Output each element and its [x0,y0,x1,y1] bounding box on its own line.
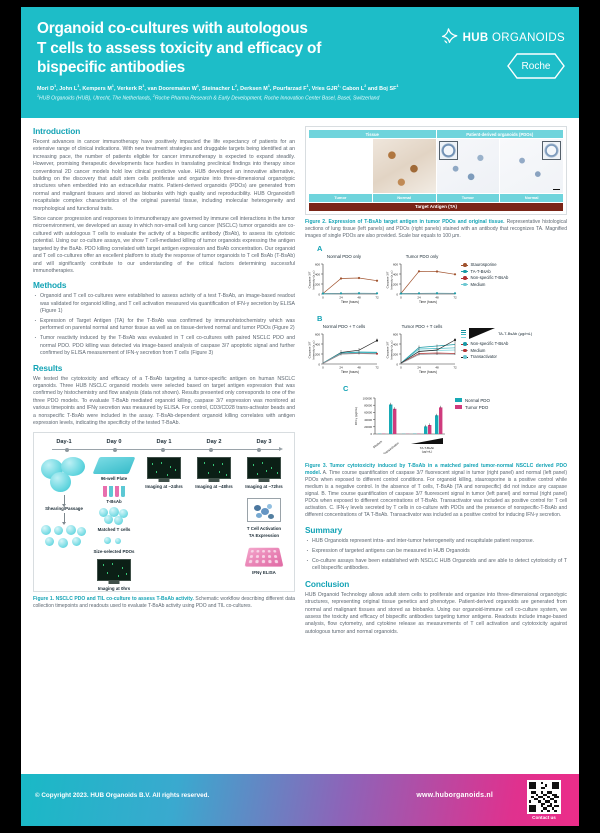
hub-logo-text [463,32,565,44]
svg-text:40000: 40000 [364,417,372,422]
figure-1-caption-title: Figure 1. NSCLC PDO and TIL co-culture to assess T-BsAb activity. [33,596,194,603]
svg-text:72: 72 [375,295,379,300]
roche-logo [507,53,565,79]
svg-text:80000: 80000 [364,403,372,408]
title-line-2: T cells to assess toxicity and efficacy of [37,39,322,57]
svg-text:48: 48 [357,365,361,370]
svg-text:Caspase 3/7: Caspase 3/7 [385,341,390,359]
methods-list [33,293,295,357]
legend-label-tumor-pdo: Tumor PDO [465,405,489,411]
chart-a-normal-title: Normal PDO only [326,254,362,260]
qr-code-grid [529,782,559,812]
svg-text:Time (hours): Time (hours) [341,300,359,305]
hub-logo-light: ORGANOIDS [492,31,565,44]
imaging-24-label: Imaging at ~24hrs [145,484,183,490]
svg-text:Caspase 3/7: Caspase 3/7 [307,271,312,289]
figure-1-panel [33,432,295,592]
poster-body [21,118,579,784]
svg-text:Time (hours): Time (hours) [419,300,437,305]
svg-text:Intensity (a.u.): Intensity (a.u.) [389,340,394,360]
legend-label-ta-tbsab: TA-T-BsAb [470,268,491,274]
96-well-plate-icon [93,457,136,474]
figure-3-panel-c-row [305,394,567,459]
size-selected-label: Size-selected PDOs [93,549,135,555]
legend-swatch-tumor-pdo [455,405,462,409]
svg-text:400: 400 [314,342,320,347]
plate-label: 96-well Plate [100,476,128,482]
imaging-0-label: Imaging at 0hrs [97,586,131,592]
day-label-0: Day-1 [56,439,72,446]
chart-b-legend [461,324,532,361]
workflow-day-2 [189,457,239,591]
chart-b-tumor-svg [383,330,461,376]
svg-text:48: 48 [357,295,361,300]
imaging-48-label: Imaging at ~48hrs [195,484,233,490]
right-column [305,126,567,784]
figure-1-caption-body: Schematic workflow describing different data collection timepoints and readouts used to evaluate T-BsAb activity using PDO and TIL co-cultures. [33,596,295,610]
figure-3-panel-a-row [305,254,567,311]
figure-2-image-normal-tissue [373,139,436,193]
workflow-day-3 [239,457,289,591]
chart-b-gradient-legend [461,328,532,339]
svg-text:48: 48 [435,295,439,300]
imaging-monitor-icon-48 [197,457,231,479]
figure-3-panel [305,244,567,459]
legend-marker-b-medium [461,350,468,351]
chart-b-tumor-title: Tumor PDO + T cells [401,324,443,330]
legend-label-b-medium: Medium [470,347,486,353]
workflow-columns [39,457,289,591]
ta-expression-label: TA Expression [248,533,280,539]
legend-item-b-transactivator [461,354,532,361]
chart-a-normal-pdo [305,254,383,311]
tbsab-label: T-BsAb [106,499,122,505]
legend-item-medium [461,282,508,289]
summary-bullet-2: · Expression of targeted antigens can be measured in HUB Organoids [305,548,567,555]
svg-text:0: 0 [396,362,398,367]
passage-arrow-icon [64,495,65,504]
svg-text:600: 600 [392,262,398,267]
shearing-label: Shearing/Passage [45,506,83,512]
svg-text:60000: 60000 [364,410,372,415]
svg-text:200: 200 [314,352,320,357]
summary-bullet-3: · Co-culture assays have been established with NSCLC HUB Organoids and are able to detect cytotoxicity of T cell bispecific antibodies. [305,558,567,573]
figure-2-sub-normal-tissue: Normal [373,194,436,201]
title-line-1: Organoid co-cultures with autologous [37,20,308,37]
methods-bullet-2: · Expression of Target Antigen (TA) for the T-BsAb was confirmed by immunohistochemistry which was performed on parental normal and tumor tissue as well as on tissue-derived normal and tumor PDOs (Figure 2) [33,318,295,333]
figure-2-group-pdos: Patient-derived organoids (PDOs) [437,130,564,138]
organoid-cluster-icon [41,457,87,493]
conclusion-heading: Conclusion [305,578,350,589]
imaging-monitor-icon-24 [147,457,181,479]
chart-a-normal-svg [305,260,383,306]
hub-star-icon [439,28,458,47]
chart-a-legend [461,254,508,288]
figure-2-sub-tumor-tissue: Tumor [309,194,372,201]
matched-tcells-label: Matched T cells [97,527,131,533]
figure-3-caption [305,463,567,519]
svg-text:200: 200 [392,282,398,287]
t-cells-icon [97,507,131,525]
results-paragraph: We tested the cytotoxicity and efficacy of a T-BsAb targeting a tumor-specific antigen on human NSCLC organoids. Three HUB NSCLC organoid models were selected based on target antigen expression that was confirmed by histochemistry and flow analysis (data not shown). Results presented only corresponds to one of the three PDO models. To evaluate T-BsAb mediated organoid killing, caspase 3/7 expression was monitored at various timepoints and IFNγ secretion was measured by ELISA. For control, CD3/CD28 trans-activator beads and a nonspecific T-BsAb were included in the assay. T-BsAb-dependent organoid killing correlates with antigen expression levels, indicating the specificity of the tested T-BsAb. [33,375,295,426]
svg-text:24: 24 [339,365,343,370]
introduction-paragraph-2: Since cancer progression and responses to immunotherapy are governed by immune cell interactions in the tumor microenvironment, we developed an assay in which non-small cell lung cancer (NSCLC) tumor organoids are co-cultured with autologous T cells to evaluate the activity of a bispecific antibody (BsAb), to assess its cytotoxic potential. Using our co-culture assays, we show T cell-mediated killing of tumor organoids expressing the antigen targeted by the BsAb. PDO killing correlated with target antigen expression and BsAb concentration. Our organoid and T cell co-cultures offer an excellent platform to study the response of tumor organoids to T cell BsAb (T-BsAb) and will significantly contribute to our understanding of the critical factors determining successful immunotherapies. [33,216,295,274]
svg-text:200: 200 [314,282,320,287]
figure-2-target-antigen-bar: Target Antigen (TA) [309,203,563,212]
legend-marker-b-nonspecific [461,344,468,345]
workflow-day-minus1 [39,457,89,591]
chart-a-tumor-pdo [383,254,461,311]
flow-cytometry-plot-icon [247,498,281,522]
timeline-dot-4 [209,448,213,452]
svg-text:24: 24 [417,295,421,300]
svg-text:0: 0 [396,292,398,297]
copyright-text: © Copyright 2023. HUB Organoids B.V. All rights reserved. [35,792,210,799]
svg-text:72: 72 [453,365,457,370]
svg-text:400: 400 [392,272,398,277]
figure-2-caption [305,219,567,240]
tcell-activation-label: T Cell Activation [246,526,282,532]
hub-logo-bold: HUB [462,31,489,44]
page-title [37,19,427,78]
chart-b-tumor-pdo [383,324,461,381]
timeline-axis [52,449,280,450]
figure-3-caption-body: A. Time course quantification of caspase 3/7 fluorescent signal in tumor (right panel) and normal (left panel) PDOs when exposed to different control conditions. For organoid killing, staurosporine is a positive control while medium is a negative control. In the absence of T cells, T-BsAb (TA and nonspecific) did not induce any caspase signal. B. Time course quantification of caspase 3/7 fluorescent signal in tumor (left panel) and normal (right panel) PDOs when exposed to different concentrations of T-BsAb. Transactivator was included as positive control for T cell activation. C. IFN-γ levels secreted by T cells in co-culture with PDOs and the presence of nonspecific-T-BsAb and different concentrations of TA T-BsAb. Transactivator was included as a positive control for inducing IFN-γ secretion. [305,470,567,519]
affiliation-list: $^1$HUB Organoids (HUB), Utrecht, The Netherlands, $^2$Roche Pharma Research & Early Development, Roche Innovation Center Basel, Basel, Switzerland [37,93,380,102]
methods-bullet-3: · Tumor reactivity induced by the T-BsAb was evaluated in T cell co-cultures with paired NSCLC PDO and normal PDO. PDO killing was detected via image-based analysis of caspase 3/7 apoptotic signal and further confirmed by ELISA measurement of IFN-γ secretion from T cells (Figure 3) [33,335,295,357]
results-heading: Results [33,362,63,373]
svg-text:72: 72 [453,295,457,300]
legend-marker-ta-tbsab [461,271,468,272]
legend-label-normal-pdo: Normal PDO [465,398,490,404]
legend-item-tumor-pdo [455,404,490,411]
svg-text:Medium: Medium [372,439,383,450]
poster-canvas [21,7,579,826]
figure-2-caption-body: Representative histological sections of lung tissue (left panels) and PDOs (right panels) stained with an antibody that recognizes TA. Magnified images of single PDOs are also provided. Scale bar equals to 100 µm. [305,219,567,240]
svg-text:72: 72 [375,365,379,370]
svg-text:400: 400 [314,272,320,277]
ifn-elisa-label: IFNγ ELISA [252,570,276,576]
legend-marker-staurosporine [461,265,468,266]
svg-text:24: 24 [339,295,343,300]
left-column [33,126,295,784]
svg-text:0: 0 [322,365,324,370]
svg-text:0: 0 [322,295,324,300]
roche-logo-text: Roche [521,60,551,72]
size-selected-pdos-icon [102,536,126,547]
svg-text:600: 600 [392,332,398,337]
figure-3-panel-letter-b: B [317,314,323,324]
figure-2-sub-normal-pdo: Normal [500,194,563,201]
methods-bullet-1: · Organoid and T cell co-cultures were established to assess activity of a test T-BsAb, an image-based readout was validated for organoid killing, and T cell activation measured via quantification of IFN-γ secretion by ELISA (Figure 1) [33,293,295,315]
figure-3-caption-title: Figure 3. Tumor cytotoxicity induced by T-BsAb in a matched paired tumor-normal NSCLC derived PDO model. [305,463,567,477]
legend-label-nonspecific: Non-specific T-BsAb [470,275,509,281]
concentration-gradient-icon [469,328,495,339]
title-line-3: bispecific antibodies [37,59,186,76]
figure-3-panel-letter-a: A [317,244,323,254]
figure-2-group-tissue: Tissue [309,130,436,138]
svg-text:200: 200 [392,352,398,357]
figure-2-images [309,139,563,193]
tbsab-vials-icon [89,486,139,497]
chart-a-tumor-title: Tumor PDO only [405,254,439,260]
figure-2-image-normal-pdo [500,139,563,193]
figure-2-sub-tumor-pdo: Tumor [437,194,500,201]
svg-text:IFN-γ (pg/mL): IFN-γ (pg/mL) [354,406,358,426]
summary-list [305,538,567,573]
qr-code[interactable] [527,780,561,814]
chart-c-svg [345,394,455,454]
imaging-monitor-icon-0 [97,559,131,581]
day-label-3: Day 2 [206,439,222,446]
svg-text:0: 0 [400,365,402,370]
figure-2-image-tumor-pdo [437,139,500,193]
poster-footer [21,774,579,826]
svg-text:Transactivator: Transactivator [382,441,400,455]
workflow-day-0 [89,457,139,591]
chart-b-normal-title: Normal PDO + T cells [322,324,366,330]
figure-3-panel-b-row [305,324,567,381]
passage-arrow-icon-2 [64,513,65,522]
svg-text:48: 48 [435,365,439,370]
figure-2-inset-normal [542,141,561,160]
svg-text:Caspase 3/7: Caspase 3/7 [307,341,312,359]
svg-text:0: 0 [318,292,320,297]
legend-label-medium: Medium [470,281,486,287]
figure-2-inset-tumor [439,141,458,160]
introduction-heading: Introduction [33,126,81,136]
imaging-monitor-icon-72 [247,457,281,479]
website-url[interactable]: www.huborganoids.nl [416,792,493,799]
legend-marker-nonspecific [461,278,468,279]
svg-text:Intensity (a.u.): Intensity (a.u.) [389,270,394,290]
figure-2-panel [305,126,567,215]
figure-2-caption-title: Figure 2. Expression of T-BsAb target antigen in tumor PDOs and original tissue. [305,219,505,226]
figure-2-group-headers [309,130,563,138]
legend-label-b-nonspecific: Non-specific T-BsAb [470,341,509,347]
svg-text:(µg/mL): (µg/mL) [421,449,433,454]
legend-marker-b-transactivator [461,357,468,358]
svg-text:Time (hours): Time (hours) [341,370,359,375]
legend-marker-medium [461,284,468,285]
timeline-dot-5 [257,448,261,452]
svg-text:24: 24 [417,365,421,370]
author-list: Mori $D^1$, John $L^1$, Kempers $M^1$, Verkerk $R^1$, van Dooremalen $W^1$, Steinacher $L^2$, Derksen $M^1$, Pourfarzad $F^1$, Vries $GJR^{1,}$ Cabon $L^2$ and Boj $SF^1$ [37,83,399,92]
chart-b-gradient-label [498,331,532,337]
svg-text:0: 0 [318,362,320,367]
svg-text:TA-T-BsAb: TA-T-BsAb [419,446,435,451]
small-organoids-icon [39,525,89,551]
svg-text:400: 400 [392,342,398,347]
svg-text:600: 600 [314,332,320,337]
chart-b-normal-svg [305,330,383,376]
svg-text:0: 0 [400,295,402,300]
day-label-2: Day 1 [156,439,172,446]
conclusion-paragraph: HUB Organoid Technology allows adult stem cells to proliferate and organize into three-dimensional organotypic structures, representing original tissue genetics and phenotype. Patient-derived organoids are generated from normal and malignant tissues and stored as biobanks. Using our organoid-immune cell co-culture system, we assess the toxicity and efficacy of bispecific antibodies targeting tumor antigens. Readouts include image-based analysis, flow cytometry, and cytokine release as measurements of T cell activation and cytotoxicity against autologous tumor and normal organoids. [305,591,567,635]
timeline-dot-2 [113,448,117,452]
timeline-dot-3 [161,448,165,452]
timeline-day-labels [39,439,289,445]
chart-b-normal-pdo [305,324,383,381]
chart-b-gradient-label-text: TA-T-BsAb (µg/mL) [498,330,533,336]
legend-swatch-normal-pdo [455,398,462,402]
workflow-day-1 [139,457,189,591]
figure-1-caption [33,596,295,610]
svg-text:20000: 20000 [364,425,372,430]
contact-us-label: Contact us [532,815,556,820]
elisa-plate-icon [245,548,284,567]
chart-c-ifn-bar [345,394,455,459]
day-label-1: Day 0 [106,439,122,446]
summary-heading: Summary [305,525,343,536]
introduction-paragraph-1: Recent advances in cancer immunotherapy have positively impacted the life expectancy of patients for an extensive range of clinical indications. With new treatment strategies and druggable targets being identified at an increasing pace, the number of patients eligible for cancer immunotherapy is expected to expand steadily. However, promising therapeutic developments face hurdles in translating preclinical findings into therapy since conventional 2D cancer models hold low clinical predictive value. HUB developed an innovative alternative, building on the discovery that adult stem cells proliferate and organize into three-dimensional organotypic structures when embedded into an extracellular matrix. Patient-derived organoids (PDOs) are generated from normal and malignant tissues and stored as biobanks with high quality and reproducibility. HUB Organoids® recapitulate complex characteristics of the original parental tissue, including molecular heterogeneity and morphological and functional traits. [33,139,295,212]
figure-2-sub-headers [309,194,563,201]
chart-a-tumor-svg [383,260,461,306]
chart-b-gradient-swatches [461,330,466,338]
chart-c-legend [455,394,490,411]
svg-text:0: 0 [370,432,372,437]
svg-text:600: 600 [314,262,320,267]
svg-text:Time (hours): Time (hours) [419,370,437,375]
figure-2-image-tumor-tissue [309,139,372,193]
poster-header [21,7,579,118]
svg-text:Intensity (a.u.): Intensity (a.u.) [311,270,316,290]
day-label-4: Day 3 [256,439,272,446]
figure-3-panel-letter-c: C [343,384,349,394]
legend-label-b-transactivator: Transactivator [470,354,497,360]
hub-organoids-logo [439,28,565,47]
legend-item-normal-pdo [455,397,490,404]
scale-bar [553,189,560,190]
timeline-dot-1 [65,448,69,452]
methods-heading: Methods [33,280,67,291]
svg-text:Intensity (a.u.): Intensity (a.u.) [311,340,316,360]
svg-text:100000: 100000 [362,396,372,401]
legend-label-staurosporine: Staurosporine [470,262,497,268]
svg-text:Caspase 3/7: Caspase 3/7 [385,271,390,289]
summary-bullet-1: · HUB Organoids represent intra- and inter-tumor heterogeneity and recapitulate patient response. [305,538,567,545]
imaging-72-label: Imaging at ~72hrs [245,484,283,490]
